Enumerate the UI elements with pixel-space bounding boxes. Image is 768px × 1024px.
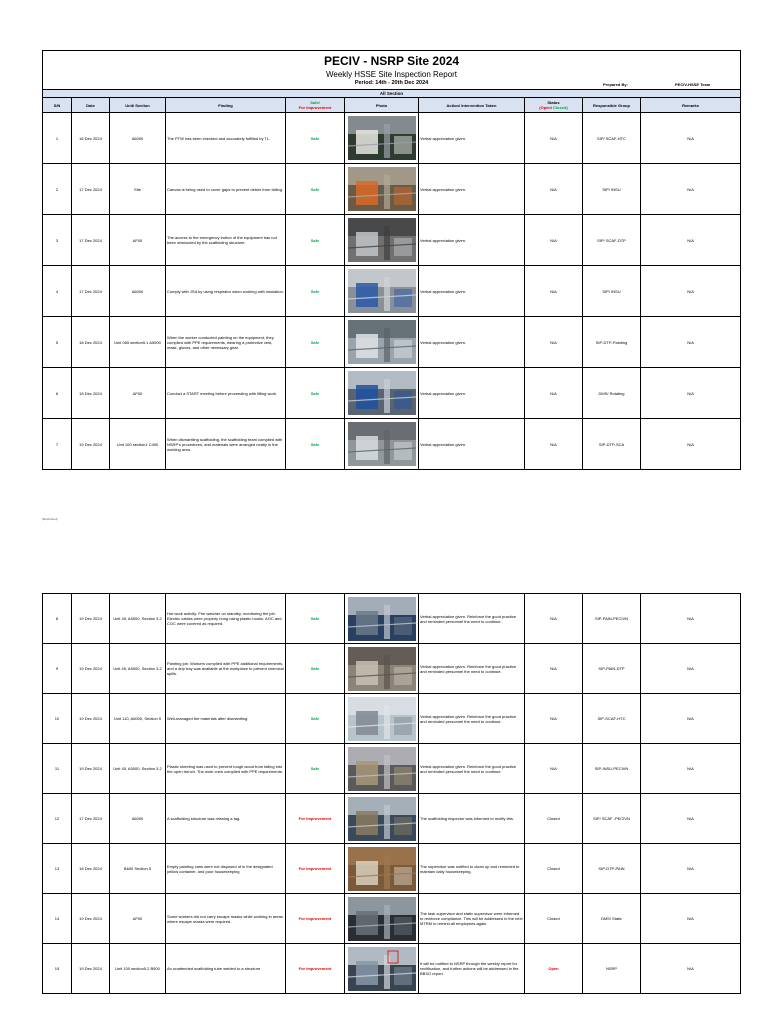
cell-photo [345, 368, 419, 419]
cell-remarks: N/A [641, 368, 741, 419]
cell-group: SIP-PAIN-PECIVN [583, 594, 641, 644]
column-header-row [43, 98, 741, 113]
cell-group: SIP-DTP-SCA [583, 419, 641, 470]
cell-classification: For Improvement [286, 944, 345, 994]
inspection-photo [348, 947, 416, 991]
cell-group: SIP/ SCAF-HTC [583, 113, 641, 164]
cell-group: NSRP [583, 944, 641, 994]
cell-group: SIP-PAIN-DTP [583, 644, 641, 694]
cell-sn: 11 [43, 744, 72, 794]
cell-photo [345, 694, 419, 744]
cell-unit: Unit 110, A6000, Section 5 [110, 694, 166, 744]
cell-sn: 12 [43, 794, 72, 844]
cell-sn: 15 [43, 944, 72, 994]
report-title: PECIV - NSRP Site 2024 [323, 54, 460, 69]
table-row [43, 844, 741, 894]
cell-photo [345, 844, 419, 894]
cell-status: N/A [525, 594, 583, 644]
cell-classification: Safe [286, 644, 345, 694]
cell-date: 17 Dec 2024 [72, 164, 110, 215]
cell-unit: Unit 45, A5000, Section 3.2 [110, 744, 166, 794]
cell-status: N/A [525, 694, 583, 744]
cell-date: 19 Dec 2024 [72, 419, 110, 470]
inspection-photo [348, 747, 416, 791]
cell-group: SIP-SCAF-HTC [583, 694, 641, 744]
cell-action: The task supervisor and static supervisor were informed to reinforce compliance. This will be addressed in the next MTRM to remind all employees again. [419, 894, 525, 944]
cell-finding: When dismantling scaffolding, the scaffolding team complied with NSRP's procedures, and materials were arranged neatly in the working area. [166, 419, 286, 470]
table-row [43, 694, 741, 744]
cell-unit: Unit 100 section1 C400 [110, 419, 166, 470]
cell-classification: Safe [286, 744, 345, 794]
col-classification [286, 98, 345, 113]
cell-remarks: N/A [641, 694, 741, 744]
col-sn: S/N [43, 98, 72, 113]
cell-unit: AF00 [110, 215, 166, 266]
section-label: All Section [43, 90, 741, 98]
cell-sn: 1 [43, 113, 72, 164]
cell-photo [345, 215, 419, 266]
col-group: Responsible Group [583, 98, 641, 113]
cell-date: 18 Dec 2024 [72, 844, 110, 894]
col-photo: Photo [345, 98, 419, 113]
cell-action: Verbal appreciation given. Reinforce the good practice and reminded personnel the need to continue. [419, 694, 525, 744]
cell-classification: Safe [286, 266, 345, 317]
cell-status: N/A [525, 744, 583, 794]
col-status-closed: Closed) [551, 105, 568, 110]
cell-finding: The PTW has been checked and accurately fulfilled by TL. [166, 113, 286, 164]
cell-date: 17 Dec 2024 [72, 266, 110, 317]
cell-finding: The access to the emergency button of the equipment has not been obstructed by the scaffolding structure. [166, 215, 286, 266]
inspection-photo [348, 371, 416, 415]
cell-sn: 8 [43, 594, 72, 644]
cell-unit: B600 Section 5 [110, 844, 166, 894]
cell-classification: Safe [286, 164, 345, 215]
cell-group: SIP/ SCAF-DTP [583, 215, 641, 266]
table-row [43, 266, 741, 317]
cell-classification: For Improvement [286, 844, 345, 894]
cell-photo [345, 894, 419, 944]
cell-unit: A6000 [110, 266, 166, 317]
restricted-note: (Restricted) [42, 517, 58, 521]
col-status [525, 98, 583, 113]
table-row [43, 744, 741, 794]
cell-sn: 13 [43, 844, 72, 894]
cell-unit: Unit 45, A5000, Section 3.2 [110, 644, 166, 694]
cell-status: N/A [525, 644, 583, 694]
cell-finding: Well-managed the materials after dismantling. [166, 694, 286, 744]
table-row [43, 419, 741, 470]
table-row [43, 164, 741, 215]
cell-group: DMS/ Static [583, 894, 641, 944]
cell-finding: A scaffolding structure was missing a tag. [166, 794, 286, 844]
cell-status: Closed [525, 794, 583, 844]
cell-classification: Safe [286, 215, 345, 266]
report-header [43, 51, 741, 90]
cell-group: DMS/ Rotating [583, 368, 641, 419]
cell-unit: AF00 [110, 894, 166, 944]
inspection-photo [348, 320, 416, 364]
cell-date: 19 Dec 2024 [72, 894, 110, 944]
cell-remarks: N/A [641, 744, 741, 794]
table-row [43, 894, 741, 944]
table-row [43, 794, 741, 844]
inspection-photo [348, 116, 416, 160]
cell-finding: Empty painting cans were not disposed of in the designated yellow container, and poor housekeeping [166, 844, 286, 894]
inspection-photo [348, 847, 416, 891]
cell-status: N/A [525, 419, 583, 470]
cell-action: The supervisor was notified to clean up and reminded to maintain daily housekeeping. [419, 844, 525, 894]
cell-sn: 3 [43, 215, 72, 266]
cell-finding: Conduct a START meeting before proceeding with lifting work. [166, 368, 286, 419]
cell-status: N/A [525, 317, 583, 368]
cell-remarks: N/A [641, 844, 741, 894]
cell-photo [345, 164, 419, 215]
table-row [43, 644, 741, 694]
cell-remarks: N/A [641, 894, 741, 944]
cell-finding: Some workers did not carry escape masks while working in areas where escape masks were required. [166, 894, 286, 944]
cell-action: Verbal appreciation given. [419, 317, 525, 368]
cell-photo [345, 419, 419, 470]
cell-remarks: N/A [641, 644, 741, 694]
cell-status: Closed [525, 894, 583, 944]
cell-unit: Unit 45, A5000, Section 3.2 [110, 594, 166, 644]
cell-remarks: N/A [641, 113, 741, 164]
cell-photo [345, 113, 419, 164]
cell-classification: Safe [286, 368, 345, 419]
cell-unit: A6000 [110, 794, 166, 844]
cell-status: Closed [525, 844, 583, 894]
cell-finding: Comply with JSA by using respirator when working with insulation. [166, 266, 286, 317]
cell-classification: Safe [286, 594, 345, 644]
cell-action: Verbal appreciation given. Reinforce the good practice and reminded personnel the need to continue. [419, 744, 525, 794]
cell-classification: For Improvement [286, 794, 345, 844]
cell-sn: 4 [43, 266, 72, 317]
col-class-safe: Safe/ [310, 100, 320, 105]
col-class-improvement: For Improvement [298, 105, 332, 110]
cell-sn: 10 [43, 694, 72, 744]
inspection-photo [348, 797, 416, 841]
cell-date: 18 Dec 2024 [72, 368, 110, 419]
cell-action: Verbal appreciation given. [419, 113, 525, 164]
cell-sn: 5 [43, 317, 72, 368]
col-action: Action/ Intervention Taken [419, 98, 525, 113]
cell-classification: Safe [286, 317, 345, 368]
report-period: Period: 14th - 20th Dec 2024 [354, 80, 429, 87]
cell-classification: Safe [286, 419, 345, 470]
cell-status: N/A [525, 266, 583, 317]
cell-finding: Painting job: Workers complied with PPE additional requirements, and a drip tray was available at the workplace to prevent chemical spills. [166, 644, 286, 694]
table-row [43, 594, 741, 644]
cell-photo [345, 594, 419, 644]
cell-date: 19 Dec 2024 [72, 694, 110, 744]
cell-action: Verbal appreciation given. [419, 164, 525, 215]
cell-remarks: N/A [641, 317, 741, 368]
cell-action: Verbal appreciation given. Reinforce the good practice and reminded personnel the need to continue. [419, 644, 525, 694]
cell-sn: 9 [43, 644, 72, 694]
cell-classification: For Improvement [286, 894, 345, 944]
cell-photo [345, 744, 419, 794]
cell-group: SIP-DTP-PAIN [583, 844, 641, 894]
col-status-open: (Open/ [539, 105, 552, 110]
cell-finding: Hot work activity: Fire watcher on standby, monitoring the job. Electric cables were properly hung using plastic hooks. AOC and COC were covered as required. [166, 594, 286, 644]
cell-action: It will be notified to NSRP through the weekly report for rectification, and further actions will be addressed in the BBSO report. [419, 944, 525, 994]
cell-status: N/A [525, 113, 583, 164]
cell-finding: Plastic sheeting was used to prevent rough wood from falling into the open trench. The work crew complied with PPE requirements. [166, 744, 286, 794]
cell-status: N/A [525, 215, 583, 266]
cell-action: Verbal appreciation given. [419, 419, 525, 470]
inspection-table-page-1 [42, 50, 741, 470]
cell-unit: AF00 [110, 368, 166, 419]
cell-group: SIP-INSU-PECIVN [583, 744, 641, 794]
table-row [43, 368, 741, 419]
cell-photo [345, 317, 419, 368]
cell-date: 19 Dec 2024 [72, 594, 110, 644]
cell-unit: Unit 100 section5.2 B500 [110, 944, 166, 994]
cell-sn: 14 [43, 894, 72, 944]
cell-status: N/A [525, 368, 583, 419]
cell-date: 17 Dec 2024 [72, 215, 110, 266]
cell-remarks: N/A [641, 164, 741, 215]
cell-date: 19 Dec 2024 [72, 944, 110, 994]
inspection-photo [348, 647, 416, 691]
cell-action: Verbal appreciation given. [419, 266, 525, 317]
inspection-table-page-2 [42, 593, 741, 994]
cell-group: SIP-DTP-Painting [583, 317, 641, 368]
cell-action: Verbal appreciation given. [419, 215, 525, 266]
col-finding: Finding [166, 98, 286, 113]
table-row [43, 215, 741, 266]
cell-photo [345, 794, 419, 844]
inspection-photo [348, 422, 416, 466]
cell-finding: Canvas is being used to cover gaps to prevent debris from falling. [166, 164, 286, 215]
table-row [43, 317, 741, 368]
inspection-photo [348, 597, 416, 641]
cell-remarks: N/A [641, 794, 741, 844]
cell-status: Open [525, 944, 583, 994]
cell-date: 16 Dec 2024 [72, 113, 110, 164]
inspection-photo [348, 218, 416, 262]
cell-remarks: N/A [641, 419, 741, 470]
cell-photo [345, 266, 419, 317]
cell-action: Verbal appreciation given. Reinforce the good practice and reminded personnel the need to continue. [419, 594, 525, 644]
cell-photo [345, 944, 419, 994]
cell-unit: A6000 [110, 113, 166, 164]
cell-date: 18 Dec 2024 [72, 317, 110, 368]
cell-sn: 7 [43, 419, 72, 470]
cell-remarks: N/A [641, 944, 741, 994]
col-status-label: Status [547, 100, 560, 105]
inspection-photo [348, 167, 416, 211]
inspection-photo [348, 697, 416, 741]
cell-date: 17 Dec 2024 [72, 794, 110, 844]
cell-remarks: N/A [641, 266, 741, 317]
cell-group: SIP/ INSU [583, 164, 641, 215]
col-remarks: Remarks [641, 98, 741, 113]
prepared-by-label: Prepared By: [603, 82, 628, 87]
cell-group: SIP/ INSU [583, 266, 641, 317]
inspection-photo [348, 269, 416, 313]
cell-photo [345, 644, 419, 694]
cell-finding: When the worker conducted painting on the equipment, they complied with PPE requirements, wearing a protective vest, mask, gloves, and other necessary gear. [166, 317, 286, 368]
table-row [43, 113, 741, 164]
cell-group: SIP/ SCAF -PECIVN [583, 794, 641, 844]
col-date: Date [72, 98, 110, 113]
col-unit: Unit/ Section [110, 98, 166, 113]
prepared-by-value: PECIV-HSSE Team [675, 82, 711, 87]
cell-unit: Site [110, 164, 166, 215]
inspection-photo [348, 897, 416, 941]
cell-finding: An unattended scaffolding tube welded to a structure [166, 944, 286, 994]
cell-sn: 6 [43, 368, 72, 419]
cell-status: N/A [525, 164, 583, 215]
cell-remarks: N/A [641, 594, 741, 644]
cell-classification: Safe [286, 694, 345, 744]
table-row [43, 944, 741, 994]
cell-classification: Safe [286, 113, 345, 164]
cell-action: The scaffolding inspector was informed to rectify this. [419, 794, 525, 844]
cell-date: 19 Dec 2024 [72, 644, 110, 694]
cell-remarks: N/A [641, 215, 741, 266]
cell-action: Verbal appreciation given. [419, 368, 525, 419]
report-subtitle: Weekly HSSE Site Inspection Report [326, 70, 458, 80]
cell-date: 19 Dec 2024 [72, 744, 110, 794]
cell-sn: 2 [43, 164, 72, 215]
cell-unit: Unit 065 section5.1 A5000 [110, 317, 166, 368]
